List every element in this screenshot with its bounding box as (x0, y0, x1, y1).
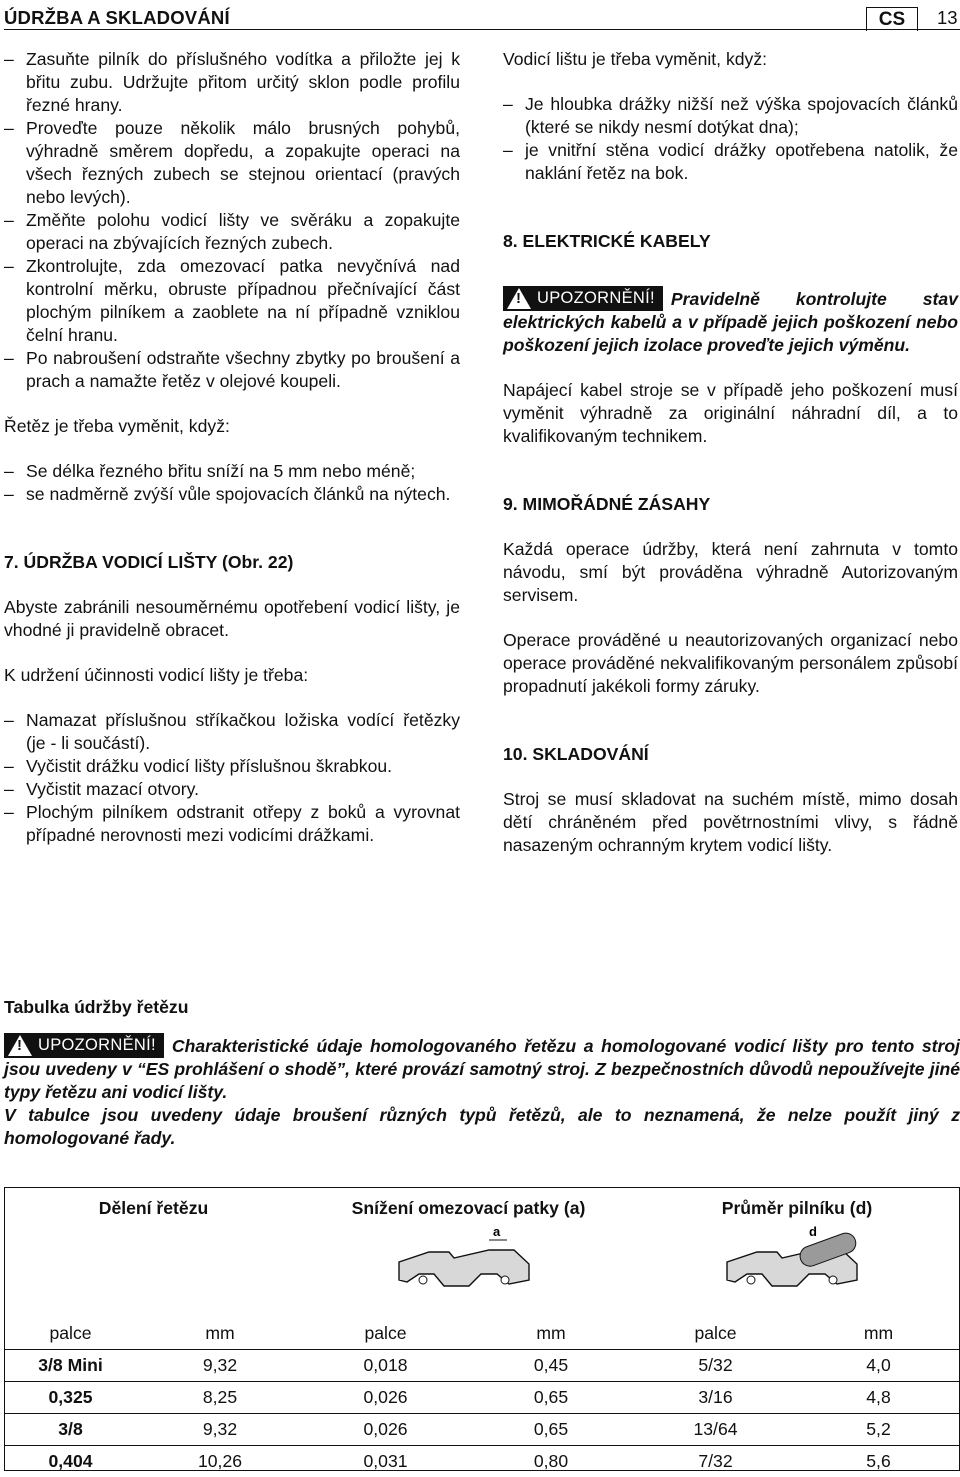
section-8-warning: ! UPOZORNĚNÍ! Pravidelně kontrolujte stav elektrických kabelů a v případě jejich poškození nebo poškození jejich izolace proveďte jejich výměnu. (503, 286, 958, 357)
right-column (503, 48, 958, 857)
section-7-paragraph: Abyste zabránili nesouměrnému opotřebení vodicí lišty, je vhodné ji pravidelně obracet. (4, 597, 460, 640)
units-row (4, 1317, 960, 1349)
list-item: – se nadměrně zvýší vůle spojovacích článků na nýtech. (4, 483, 460, 506)
list-item: – Změňte polohu vodicí lišty ve svěráku a zopakujte operaci na zbývajících řezných zubech. (4, 209, 460, 255)
column-header-pitch: Dělení řetězu (98, 1198, 209, 1218)
list-item: – je vnitřní stěna vodicí drážky opotřebena natolik, že naklání řetěz na bok. (503, 139, 958, 185)
table-cell: 0,404 (4, 1445, 137, 1477)
left-column (4, 48, 460, 847)
chain-replace-list (4, 460, 460, 506)
bar-replace-list (503, 93, 958, 185)
table-row (4, 1381, 960, 1413)
warning-triangle-icon (8, 1035, 32, 1056)
table-cell: 0,031 (303, 1445, 468, 1477)
table-cell: 0,018 (303, 1349, 468, 1381)
section-9-paragraph: Každá operace údržby, která není zahrnuta v tomto návodu, smí být prováděna výhradně Autorizovaným servisem. (503, 539, 958, 605)
sharpening-steps-list (4, 48, 460, 393)
section-7-title: 7. ÚDRŽBA VODICÍ LIŠTY (Obr. 22) (4, 552, 294, 572)
table-warning: ! UPOZORNĚNÍ! Charakteristické údaje homologovaného řetězu a homologované vodicí lišty pro tento stroj jsou uvedeny v “ES prohlášení o shodě”, které provází samotný stroj. Z bezpečnostních důvodů nepoužívejte jiné typy řetězu ani vodicí lišty. V tabulce jsou uvedeny údaje broušení různých typů řetězů, ale to neznamená, že nelze použít jiný z homologované řady. (4, 1033, 960, 1150)
figure-label-d: d (809, 1224, 817, 1239)
table-cell: 0,65 (468, 1413, 634, 1445)
unit-cell: mm (205, 1322, 235, 1343)
chain-maintenance-section (4, 996, 960, 1150)
list-item: – Je hloubka drážky nižší než výška spojovacích článků (které se nikdy nesmí dotýkat dna); (503, 93, 958, 139)
table-row (4, 1413, 960, 1445)
list-item: – Vyčistit drážku vodicí lišty příslušnou škrabkou. (4, 755, 460, 778)
list-item: – Se délka řezného břitu sníží na 5 mm nebo méně; (4, 460, 460, 483)
section-header-title: ÚDRŽBA A SKLADOVÁNÍ (4, 7, 230, 28)
table-row (4, 1349, 960, 1381)
section-9-paragraph: Operace prováděné u neautorizovaných organizací nebo operace prováděné nekvalifikovaným personálem způsobí propadnutí jakékoli formy záruky. (503, 630, 958, 696)
page-number: 13 (937, 7, 958, 28)
table-cell: 3/16 (634, 1381, 797, 1413)
table-cell: 5,6 (797, 1445, 960, 1477)
unit-cell: mm (863, 1322, 894, 1343)
table-cell: 4,0 (797, 1349, 960, 1381)
table-cell: 0,80 (468, 1445, 634, 1477)
section-8-paragraph: Napájecí kabel stroje se v případě jeho poškození musí vyměnit výhradně za originální náhradní díl, a to kvalifikovaným technikem. (503, 380, 958, 446)
table-cell: 13/64 (634, 1413, 797, 1445)
section-10-title: 10. SKLADOVÁNÍ (503, 744, 649, 764)
table-cell: 9,32 (137, 1349, 303, 1381)
list-item: – Po nabroušení odstraňte všechny zbytky po broušení a prach a namažte řetěz v olejové koupeli. (4, 347, 460, 393)
list-item: – Namazat příslušnou stříkačkou ložiska vodící řetězky (je - li součástí). (4, 709, 460, 755)
table-cell: 5/32 (634, 1349, 797, 1381)
table-cell: 0,026 (303, 1413, 468, 1445)
table-cell: 0,325 (4, 1381, 137, 1413)
chain-replace-intro: Řetěz je třeba vyměnit, když: (4, 416, 230, 436)
table-cell: 5,2 (797, 1413, 960, 1445)
list-item: – Vyčistit mazací otvory. (4, 778, 460, 801)
warning-badge: ! UPOZORNĚNÍ! (4, 1033, 164, 1058)
unit-cell: palce (694, 1322, 737, 1343)
table-header-row (4, 1187, 960, 1317)
warning-triangle-icon (507, 288, 531, 309)
table-cell: 10,26 (137, 1445, 303, 1477)
section-10-paragraph: Stroj se musí skladovat na suchém místě, mimo dosah dětí chráněném před povětrnostními vlivy, s řádně nasazeným ochranným krytem vodicí lišty. (503, 789, 958, 855)
table-row (4, 1445, 960, 1477)
warning-badge: ! UPOZORNĚNÍ! (503, 286, 663, 311)
unit-cell: mm (536, 1322, 566, 1343)
list-item: – Zkontrolujte, zda omezovací patka nevyčnívá nad kontrolní měrku, obruste případnou přečnívající část plochým pilníkem a zaoblete na ní případně vzniklou čelní hranu. (4, 255, 460, 347)
table-title: Tabulka údržby řetězu (4, 997, 189, 1017)
table-cell: 3/8 (4, 1413, 137, 1445)
page-header (4, 4, 960, 30)
table-cell: 7/32 (634, 1445, 797, 1477)
unit-cell: palce (364, 1322, 407, 1343)
table-cell: 8,25 (137, 1381, 303, 1413)
bar-replace-intro: Vodicí lištu je třeba vyměnit, když: (503, 49, 768, 69)
bar-maintenance-list (4, 709, 460, 847)
table-cell: 3/8 Mini (4, 1349, 137, 1381)
table-cell: 4,8 (797, 1381, 960, 1413)
section-8-title: 8. ELEKTRICKÉ KABELY (503, 231, 711, 251)
table-cell: 0,026 (303, 1381, 468, 1413)
list-item: – Plochým pilníkem odstranit otřepy z boků a vyrovnat případné nerovnosti mezi vodicími drážkami. (4, 801, 460, 847)
table-cell: 0,45 (468, 1349, 634, 1381)
column-header-depth-gauge: Snížení omezovací patky (a) a (303, 1187, 634, 1317)
chain-maintenance-table (4, 1187, 960, 1477)
list-item: – Zasuňte pilník do příslušného vodítka a přiložte jej k břitu zubu. Udržujte přitom určitý sklon podle profilu řezné hrany. (4, 48, 460, 117)
table-cell: 0,65 (468, 1381, 634, 1413)
list-item: – Proveďte pouze několik málo brusných pohybů, výhradně směrem dopředu, a zopakujte operaci na všech řezných zubech se stejnou orientací (pravých nebo levých). (4, 117, 460, 209)
table-cell: 9,32 (137, 1413, 303, 1445)
figure-label-a: a (492, 1224, 500, 1239)
unit-cell: palce (49, 1322, 92, 1343)
chain-tooth-depth-gauge-figure (389, 1222, 549, 1302)
section-7-paragraph: K udržení účinnosti vodicí lišty je třeba: (4, 665, 309, 685)
language-badge: CS (866, 7, 918, 31)
section-9-title: 9. MIMOŘÁDNÉ ZÁSAHY (503, 494, 711, 514)
chain-tooth-file-figure (717, 1222, 877, 1302)
column-header-file-diameter: Průměr pilníku (d) d (634, 1187, 960, 1317)
